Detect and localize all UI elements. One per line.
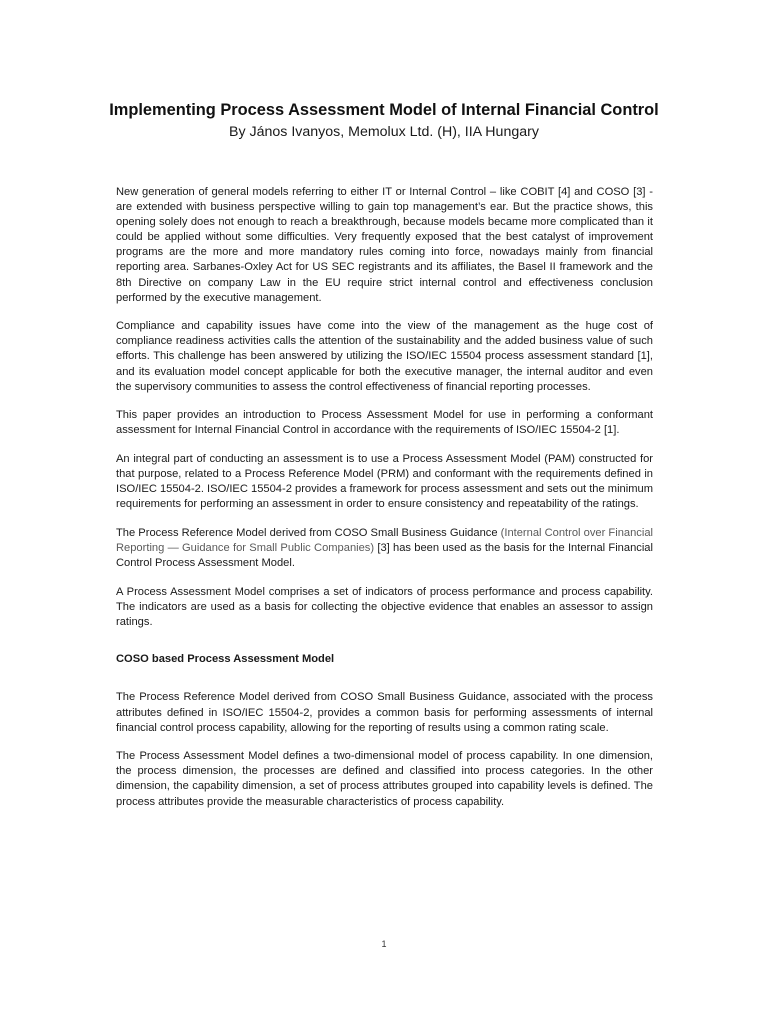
paragraph-intro: New generation of general models referring to either IT or Internal Control – like COBIT [4] and COSO [3] - are extended with business perspective willing to gain top management’s ear. But the practice shows, this opening solely does not enough to reach a breakthrough, because models became more complicated than it could be applied without some difficulties. Very frequently exposed that the best catalyst of improvement programs are the more and more mandatory rules coming into force, nowadays mainly from financial reporting area. Sarbanes-Oxley Act for US SEC registrants and its affiliates, the Basel II framework and the 8th Directive on company Law in the EU require strict internal control and effectiveness conclusion performed by the executive management. <box>116 186 653 304</box>
section-heading: COSO based Process Assessment Model <box>116 653 335 666</box>
page-number: 1 <box>381 939 387 949</box>
paragraph-prm-text-start: The Process Reference Model derived from COSO Small Business Guidance <box>116 526 501 539</box>
document-title: Implementing Process Assessment Model of Internal Financial Control <box>109 101 659 119</box>
paragraph-coso-prm: The Process Reference Model derived from COSO Small Business Guidance, associated with the process attributes defined in ISO/IEC 15504-2, provides a common basis for performing assessments of internal financial control process capability, allowing for the reporting of results using a common rating scale. <box>116 691 653 734</box>
paragraph-compliance: Compliance and capability issues have come into the view of the management as the huge cost of compliance readiness activities calls the attention of the sustainability and the added business value of such efforts. This challenge has been answered by utilizing the ISO/IEC 15504 process assessment standard [1], and its evaluation model concept applicable for both the executive manager, the internal auditor and even the supervisory communities to assess the control effectiveness of financial reporting processes. <box>116 320 653 393</box>
coso-guidance-link[interactable]: (Internal Control over Financial Reporting — Guidance for Small Public Companies) <box>116 526 654 554</box>
document-body <box>116 185 653 823</box>
paragraph-purpose: This paper provides an introduction to Process Assessment Model for use in performing a conformant assessment for Internal Financial Control in accordance with the requirements of ISO/IEC 15504-2 [1]. <box>116 409 653 437</box>
paragraph-indicators: A Process Assessment Model comprises a set of indicators of process performance and process capability. The indicators are used as a basis for collecting the objective evidence that enables an assessor to assign ratings. <box>116 585 653 628</box>
paragraph-prm-text-end: [3] has been used as the basis for the Internal Financial Control Process Assessment Model. <box>116 541 653 569</box>
paragraph-prm <box>116 526 653 571</box>
paragraph-pam: An integral part of conducting an assessment is to use a Process Assessment Model (PAM) constructed for that purpose, related to a Process Reference Model (PRM) and conformant with the requirements defined in ISO/IEC 15504-2. ISO/IEC 15504-2 provides a framework for process assessment and sets out the minimum requirements for performing an assessment in order to ensure consistency and repeatability of the ratings. <box>116 452 653 511</box>
author-byline: By János Ivanyos, Memolux Ltd. (H), IIA Hungary <box>229 124 539 140</box>
title-block <box>100 100 668 142</box>
paragraph-two-dimensional: The Process Assessment Model defines a two-dimensional model of process capability. In one dimension, the process dimension, the processes are defined and classified into process categories. In the other dimension, the capability dimension, a set of process attributes grouped into capability levels is defined. The process attributes provide the measurable characteristics of process capability. <box>116 750 653 808</box>
